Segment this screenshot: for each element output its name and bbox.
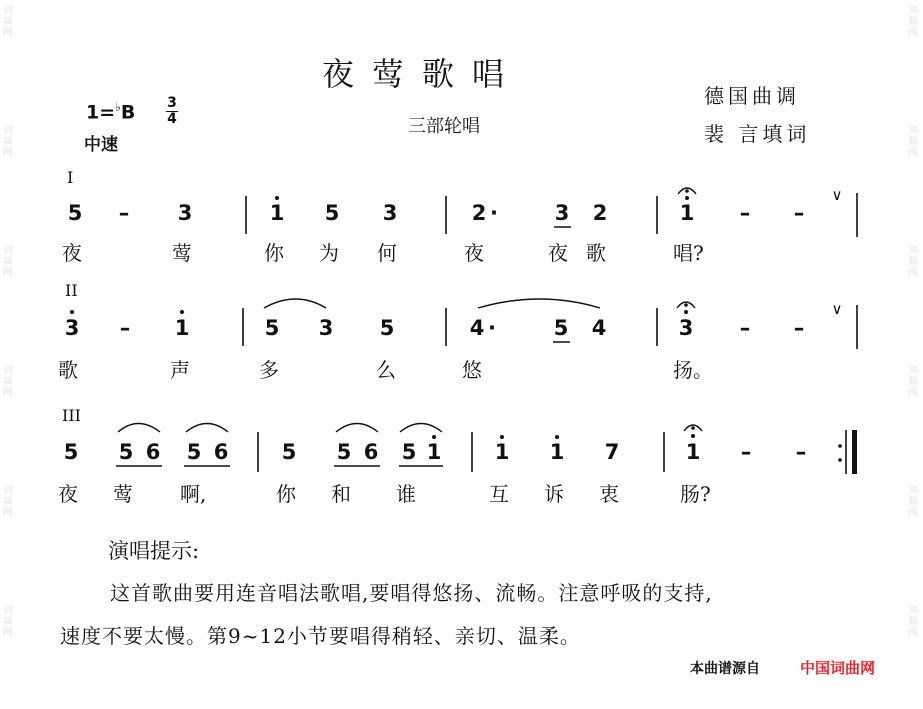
- lyric: 歌: [58, 358, 78, 382]
- watermark-right: 词 曲 网: [908, 246, 918, 278]
- lyric: 啊,: [180, 482, 207, 506]
- composer-credit: 德国曲调: [704, 84, 800, 108]
- note: 7: [604, 440, 620, 464]
- note: 5: [401, 440, 417, 464]
- dot: ·: [490, 201, 498, 225]
- note: 5: [379, 316, 395, 340]
- note: 6: [145, 440, 161, 464]
- note: 2: [592, 201, 608, 225]
- high-octave-dot: [691, 434, 695, 438]
- fermatas: [677, 188, 702, 431]
- lyric: 歌: [586, 241, 606, 265]
- high-octave-dot: [685, 196, 689, 200]
- breath-mark: ∨: [831, 300, 843, 318]
- watermark-left: 词 曲 网: [3, 126, 13, 158]
- lyric: 你: [264, 241, 284, 265]
- fermata-dot: [685, 189, 689, 193]
- slur: [118, 424, 160, 433]
- note: 1: [679, 201, 695, 225]
- note: 2: [471, 201, 487, 225]
- lyric: 莺: [113, 482, 133, 506]
- lyric: 夜: [58, 482, 78, 506]
- slur: [400, 424, 442, 433]
- dash: –: [795, 440, 807, 464]
- lyric: 互: [489, 482, 509, 506]
- dash: –: [793, 316, 805, 340]
- high-octave-dot: [432, 435, 436, 439]
- time-top: 3: [167, 95, 177, 111]
- high-octave-dot: [275, 196, 279, 200]
- part-label-3: III: [62, 406, 81, 425]
- note: 5: [67, 201, 83, 225]
- watermark-right: 词 曲 网: [908, 126, 918, 158]
- note: 5: [118, 440, 134, 464]
- note: 1: [494, 440, 510, 464]
- watermark-left: 词 曲 网: [3, 486, 13, 518]
- note: 6: [213, 440, 229, 464]
- key-prefix: 1=: [86, 101, 116, 124]
- note: 5: [553, 316, 569, 340]
- octave-dots: [70, 196, 695, 439]
- note: 5: [336, 440, 352, 464]
- time-bottom: 4: [167, 111, 177, 127]
- watermark-right: 词 曲 网: [908, 486, 918, 518]
- lyric: 诉: [544, 482, 564, 506]
- footer-source: 本曲谱源自: [690, 661, 760, 677]
- lyric: 扬。: [673, 358, 713, 382]
- note: 3: [382, 201, 398, 225]
- lyric: 谁: [396, 482, 416, 506]
- note: 3: [177, 201, 193, 225]
- lyric: 为: [319, 241, 339, 265]
- underlines: [116, 227, 571, 466]
- lyric: 夜: [62, 241, 82, 265]
- lyric: 莺: [172, 241, 192, 265]
- footer-site-link[interactable]: 中国词曲网: [800, 659, 876, 677]
- watermark-left: 词 曲 网: [3, 6, 13, 38]
- subtitle: 三部轮唱: [408, 116, 480, 137]
- lyric: 肠?: [680, 482, 711, 506]
- watermark-right: 词 曲 网: [908, 366, 918, 398]
- fermata-dot: [691, 426, 695, 430]
- final-barline-thick: [852, 430, 857, 474]
- fermata-dots: [684, 189, 695, 430]
- lyric: 悠: [462, 358, 482, 382]
- watermark-left: 词 曲 网: [3, 366, 13, 398]
- note: 1: [174, 316, 190, 340]
- watermark-left: 词 曲 网: [3, 606, 13, 638]
- lyric: 衷: [599, 482, 619, 506]
- slurs: [118, 299, 600, 432]
- slur: [186, 424, 228, 433]
- flat-sign: ♭: [115, 100, 121, 114]
- page-title: 夜莺歌唱: [322, 55, 523, 93]
- high-octave-dot: [180, 310, 184, 314]
- watermark-right: 词 曲 网: [908, 6, 918, 38]
- note: 4: [591, 316, 607, 340]
- dash: –: [119, 316, 131, 340]
- repeat-dot: [838, 458, 842, 462]
- key-note: B: [120, 101, 136, 124]
- lyric: 夜: [548, 241, 568, 265]
- tips-line-2: 速度不要太慢。第9~12小节要唱得稍轻、亲切、温柔。: [60, 624, 581, 648]
- note: 1: [426, 440, 442, 464]
- slur: [264, 299, 326, 308]
- tempo-marking: 中速: [84, 135, 118, 155]
- part-label-2: II: [65, 281, 78, 300]
- tips-line-1: 这首歌曲要用连音唱法歌唱,要唱得悠扬、流畅。注意呼吸的支持,: [110, 581, 713, 605]
- dot: ·: [488, 316, 496, 340]
- part-label-1: I: [67, 168, 74, 187]
- lyric: 唱?: [673, 241, 704, 265]
- high-octave-dot: [70, 310, 74, 314]
- lyric: 夜: [464, 241, 484, 265]
- note: 1: [549, 440, 565, 464]
- dash: –: [740, 440, 752, 464]
- note: 1: [685, 440, 701, 464]
- dash: –: [739, 201, 751, 225]
- watermark-right: 词 曲 网: [908, 606, 918, 638]
- high-octave-dot: [500, 435, 504, 439]
- breath-mark: ∨: [831, 186, 843, 204]
- slur: [336, 424, 378, 433]
- watermark-left: 词 曲 网: [3, 246, 13, 278]
- lyric: 声: [170, 358, 190, 382]
- lyric: 么: [376, 358, 396, 382]
- note: 3: [678, 316, 694, 340]
- note: 5: [63, 440, 79, 464]
- high-octave-dot: [555, 435, 559, 439]
- lyric: 和: [331, 482, 351, 506]
- note: 3: [64, 316, 80, 340]
- barlines: [243, 193, 857, 474]
- slur: [478, 299, 600, 308]
- note: 3: [318, 316, 334, 340]
- lyric: 何: [377, 241, 397, 265]
- note: 3: [554, 201, 570, 225]
- note: 5: [324, 201, 340, 225]
- repeat-dot: [838, 444, 842, 448]
- tips-heading: 演唱提示:: [108, 539, 200, 563]
- note: 5: [186, 440, 202, 464]
- note: 6: [363, 440, 379, 464]
- note: 4: [469, 316, 485, 340]
- lyricist-credit: 裴 言填词: [704, 122, 811, 146]
- lyric: 多: [259, 358, 279, 382]
- fermata-dot: [684, 303, 688, 307]
- note: 5: [264, 316, 280, 340]
- dash: –: [739, 316, 751, 340]
- dash: –: [118, 201, 130, 225]
- note: 1: [269, 201, 285, 225]
- note: 5: [281, 440, 297, 464]
- dash: –: [793, 201, 805, 225]
- high-octave-dot: [684, 310, 688, 314]
- lyric: 你: [276, 482, 296, 506]
